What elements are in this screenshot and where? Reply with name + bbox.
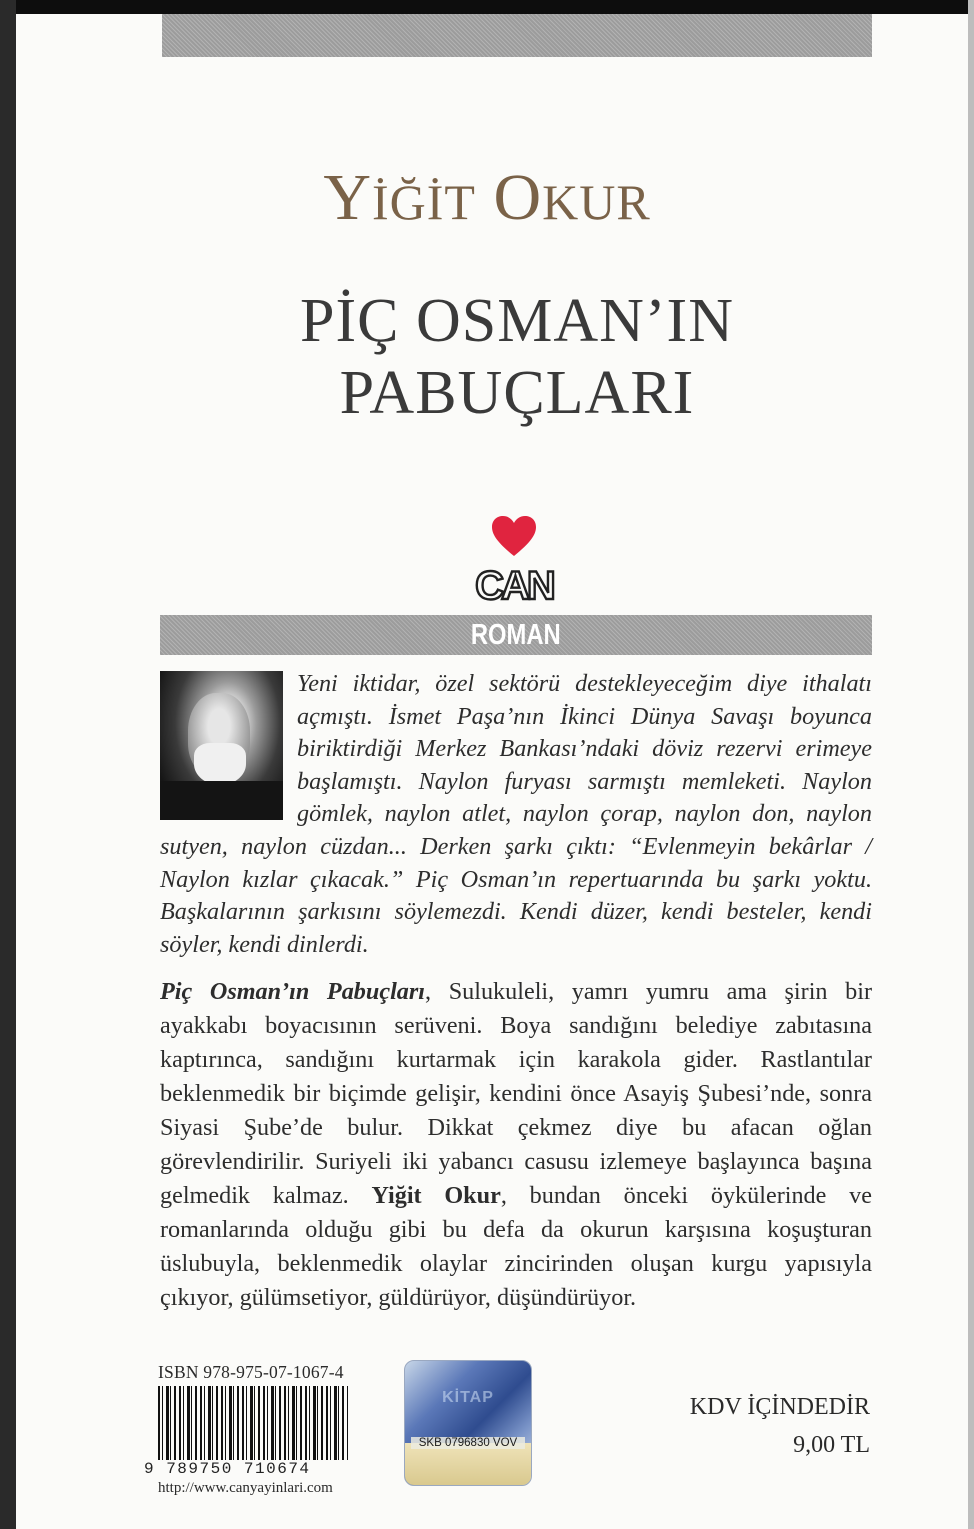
- author-last-rest: KUR: [542, 174, 651, 230]
- scan-edge-top: [0, 0, 974, 14]
- heart-icon: [492, 516, 536, 558]
- synopsis-paragraph: [160, 975, 872, 1315]
- intro-text: Yeni iktidar, özel sektörü destekleyeceğim diye ithalatı açmıştı. İsmet Paşa’nın İkinci Dünya Savaşı boyunca biriktirdiği Merkez Bankası’ndaki döviz rezervi erimeye başlamıştı. Naylon furyası sarmıştı memleketi. Naylon gömlek, naylon atlet, naylon çorap, naylon don, naylon sutyen, naylon cüzdan... Derken şarkı çıktı: “Evlenmeyin bekârlar / Naylon kızlar çıkacak.” Piç Osman’ın repertuarında bu şarkı yoktu. Başkalarının şarkısını söylemezdi. Kendi düzer, kendi besteler, kendi söyler, kendi dinlerdi.: [160, 670, 872, 958]
- series-band: [160, 615, 872, 655]
- price-block: [690, 1388, 870, 1464]
- author-last-initial: O: [493, 161, 543, 234]
- synopsis-author-name: Yiğit Okur: [371, 1182, 501, 1209]
- publisher-logo: [466, 561, 562, 605]
- synopsis-book-title: Piç Osman’ın Pabuçları: [160, 978, 426, 1005]
- publisher-url: http://www.canyayinlari.com: [158, 1480, 333, 1496]
- author-name: [0, 160, 974, 236]
- top-grey-band: [162, 14, 872, 57]
- barcode-digits: 9 789750 710674: [144, 1460, 311, 1478]
- barcode-image: [158, 1386, 348, 1460]
- hologram-word: KİTAP: [442, 1389, 494, 1406]
- hologram-sticker: [404, 1360, 532, 1486]
- author-first-initial: Y: [323, 161, 372, 234]
- isbn-number: ISBN 978-975-07-1067-4: [158, 1362, 344, 1382]
- publisher-logo-text: CAN: [475, 564, 553, 605]
- series-label: ROMAN: [471, 618, 561, 651]
- book-title-line2: PABUÇLARI: [339, 359, 695, 427]
- book-title-line1: PİÇ OSMAN’IN: [300, 287, 734, 355]
- synopsis-text-1: , Sulukuleli, yamrı yumru ama şirin bir ayakkabı boyacısının serüveni. Boya sandığını belediye zabıtasına kaptırınca, sandığını kurtarmak için karakola gider. Rastlantılar beklenmedik bir biçimde gelişir, kendini önce Asayiş Şubesi’nde, sonra Siyasi Şube’de bulur. Dikkat çekmez diye bu afacan oğlan görevlendirilir. Suriyeli iki yabancı casusu izlemeye başlayınca başına gelmedik kalmaz.: [160, 978, 872, 1209]
- price-amount: 9,00 TL: [793, 1432, 870, 1458]
- sticker-serial: SKB 0796830 VOV: [411, 1437, 525, 1449]
- intro-paragraph: [160, 668, 872, 961]
- tax-note: KDV İÇİNDEDİR: [689, 1394, 870, 1420]
- synopsis-text-2: , bundan önceki öykülerinde ve romanlarında olduğu gibi bu defa da okurun karşısına koşuşturan üslubuyla, beklenmedik olaylar zincirinden oluşan kurgu yapısıyla çıkıyor, gülümsetiyor, güldürüyor, düşündürüyor.: [160, 1182, 872, 1311]
- book-title: [0, 285, 974, 429]
- author-first-rest: İĞİT: [371, 174, 476, 230]
